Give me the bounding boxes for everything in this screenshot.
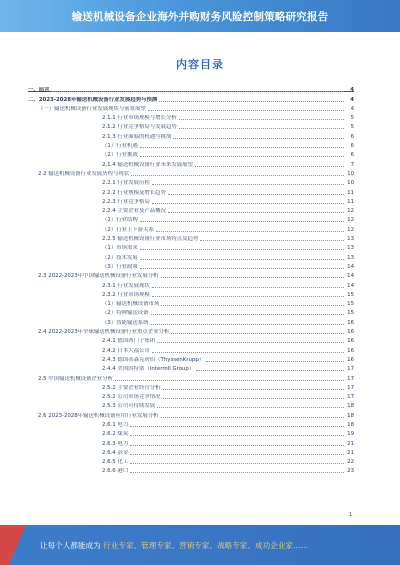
toc-dot-leader (151, 324, 344, 325)
toc-entry[interactable] (28, 409, 354, 418)
toc-entry-page: 17 (347, 384, 354, 391)
toc-entry-page: 10 (347, 180, 354, 187)
toc-entry-page: 17 (347, 366, 354, 373)
toc-dot-leader (140, 221, 344, 222)
footer-accent-stripe (0, 525, 26, 565)
toc-entry[interactable] (28, 261, 354, 270)
toc-entry-page: 10 (347, 170, 354, 177)
toc-entry-page: 18 (347, 403, 354, 410)
toc-dot-leader (152, 296, 344, 297)
toc-entry[interactable] (28, 279, 354, 288)
toc-entry-page: 16 (347, 338, 354, 345)
toc-entry-page: 12 (347, 217, 354, 224)
toc-dot-leader (130, 445, 344, 446)
toc-dot-leader (157, 342, 344, 343)
toc-entry[interactable] (28, 84, 354, 93)
toc-entry[interactable] (28, 326, 354, 335)
toc-dot-leader (161, 277, 344, 278)
toc-entry-label: 2.2.5 输送机械设备行业市场特点及趋势 (102, 236, 199, 243)
toc-dot-leader (152, 287, 344, 288)
toc-entry[interactable] (28, 419, 354, 428)
toc-entry-label: （2）特种输送设备 (102, 310, 149, 317)
toc-dot-leader (161, 417, 344, 418)
toc-entry[interactable] (28, 223, 354, 232)
toc-entry[interactable] (28, 121, 354, 130)
toc-dot-leader (161, 305, 344, 306)
toc-dot-leader (196, 370, 344, 371)
toc-dot-leader (157, 407, 344, 408)
toc-entry[interactable] (28, 316, 354, 325)
toc-entry-page: 11 (347, 198, 354, 205)
toc-entry-page: 12 (347, 226, 354, 233)
toc-dot-leader (152, 352, 344, 353)
toc-dot-leader (168, 194, 344, 195)
toc-dot-leader (148, 110, 344, 111)
toc-dot-leader (140, 268, 344, 269)
toc-dot-leader (130, 472, 344, 473)
toc-heading: 内容目录 (176, 58, 224, 71)
toc-entry[interactable] (28, 140, 354, 149)
toc-entry-label: 2.6.6 港口 (102, 468, 129, 475)
toc-entry-label: 2.6.1 电力 (102, 421, 129, 428)
toc-dot-leader (140, 147, 344, 148)
toc-entry-page: 15 (347, 291, 354, 298)
toc-entry-label: 2.1.2 行业竞争格局与发展趋势 (102, 124, 177, 131)
toc-entry-label: 2.1.1 行业市场规模与增长分析 (102, 115, 177, 122)
toc-dot-leader (140, 259, 344, 260)
toc-entry[interactable] (28, 437, 354, 446)
toc-entry-label: 2.4.4 美国因特诺（Interroll Group） (102, 366, 195, 373)
toc-entry[interactable] (28, 196, 354, 205)
toc-entry-label: 2.1.4 输送机械设备行业未来发展展望 (102, 161, 193, 168)
header-banner (0, 0, 400, 32)
toc-entry-label: 2.2 输送机械设备行业发展历程与现状 (38, 170, 130, 177)
toc-entry-label: 2.4.3 德国蒂森克虏伯（ThyssenKrupp） (102, 356, 205, 363)
toc-entry-page: 17 (347, 394, 354, 401)
toc-entry-label: 2.6.3 电力 (102, 440, 129, 447)
toc-entry-label: 2.5.1 主要企业经营分析 (102, 384, 161, 391)
toc-entry-label: 2.3.2 行业市场规模 (102, 291, 150, 298)
toc-entry-label: 2.2.1 行业发展历程 (102, 180, 150, 187)
toc-entry[interactable] (28, 177, 354, 186)
toc-entry-label: 2.1.3 行业面临的机遇与挑战 (102, 133, 172, 140)
toc-entry-page: 7 (350, 161, 354, 168)
toc-entry-label: （一）输送机械设备行业发展现状与前景展望 (38, 105, 146, 112)
toc-entry[interactable] (28, 465, 354, 474)
toc-entry-page: 6 (350, 143, 354, 150)
toc-entry-page: 11 (347, 189, 354, 196)
toc-entry-page: 15 (347, 310, 354, 317)
toc-entry-page: 6 (350, 152, 354, 159)
toc-entry-page: 6 (350, 133, 354, 140)
toc-entry-page: 19 (347, 431, 354, 438)
toc-entry[interactable] (28, 205, 354, 214)
toc-dot-leader (168, 212, 344, 213)
toc-entry-label: （3）行业政策 (102, 263, 138, 270)
toc-entry-page: 22 (347, 459, 354, 466)
toc-entry-page: 16 (347, 329, 354, 336)
toc-dot-leader (130, 426, 344, 427)
toc-entry-page: 16 (347, 319, 354, 326)
toc-entry[interactable] (28, 391, 354, 400)
toc-entry-label: 2.5 中国输送机械设备企业分析 (38, 375, 113, 382)
toc-entry-page: 14 (347, 263, 354, 270)
toc-entry-page: 23 (347, 468, 354, 475)
footer-banner (0, 525, 400, 565)
toc-entry-label: 2.2.3 行业竞争格局 (102, 198, 150, 205)
toc-dot-leader (159, 101, 344, 102)
toc-entry[interactable] (28, 251, 354, 260)
toc-entry-label: 2.5.3 公司可持续发展 (102, 403, 156, 410)
toc-entry-page: 14 (347, 273, 354, 280)
toc-entry-label: 2.3.1 行业发展现状 (102, 282, 150, 289)
toc-entry[interactable] (28, 233, 354, 242)
footer-slogan (40, 540, 308, 551)
toc-entry-label: （1）行业机遇 (102, 143, 138, 150)
toc-dot-leader (152, 184, 344, 185)
toc-entry-label: 2.4 2022-2023年全球输送机械设备行业重点企业分析 (38, 329, 170, 336)
toc-dot-leader (195, 166, 344, 167)
toc-dot-leader (206, 361, 344, 362)
toc-entry-label: （1）输送机械设备市场 (102, 301, 160, 308)
toc-entry[interactable] (28, 103, 354, 112)
toc-dot-leader (130, 463, 344, 464)
toc-entry[interactable] (28, 354, 354, 363)
toc-entry[interactable] (28, 344, 354, 353)
toc-dot-leader (52, 91, 344, 92)
toc-entry-label: 2.5.2 公司市场竞争情况 (102, 394, 161, 401)
toc-entry-label: 2.4.2 日本大福公司 (102, 347, 150, 354)
toc-entry[interactable] (28, 186, 354, 195)
toc-entry[interactable] (28, 149, 354, 158)
toc-entry-label: 2.4.1 德国西门子集团 (102, 338, 156, 345)
toc-entry[interactable] (28, 93, 354, 102)
toc-entry-label: （2）行业挑战 (102, 152, 138, 159)
toc-entry-page: 18 (347, 421, 354, 428)
toc-entry-page: 4 (350, 105, 354, 112)
toc-entry-label: 2.3 2022-2023年中国输送机械设备行业发展分析 (38, 273, 159, 280)
toc-entry-page: 4 (350, 96, 354, 103)
footer-slogan-lead: 让每个人都能成为 (40, 541, 101, 550)
toc-entry[interactable] (28, 214, 354, 223)
footer-slogan-tags: 行业专家、管理专家、营销专家、战略专家、成功企业家…… (103, 541, 309, 550)
toc-entry[interactable] (28, 447, 354, 456)
toc-entry-page: 21 (347, 440, 354, 447)
toc-dot-leader (173, 138, 344, 139)
toc-entry-page: 13 (347, 236, 354, 243)
toc-entry[interactable] (28, 400, 354, 409)
toc-entry[interactable] (28, 307, 354, 316)
toc-entry[interactable] (28, 112, 354, 121)
toc-entry-page: 5 (350, 115, 354, 122)
toc-entry-label: 2.6 2023-2028年输送机械设备应用行业发展分析 (38, 412, 159, 419)
toc-entry[interactable] (28, 428, 354, 437)
page-number: 1 (349, 512, 353, 518)
toc-entry[interactable] (28, 158, 354, 167)
toc-entry[interactable] (28, 168, 354, 177)
toc-entry-label: 2.6.4 冶金 (102, 449, 129, 456)
toc-entry[interactable] (28, 130, 354, 139)
table-of-contents (28, 84, 354, 474)
toc-entry-label: （3）智能输送系统 (102, 319, 149, 326)
toc-dot-leader (130, 454, 344, 455)
toc-dot-leader (163, 398, 344, 399)
toc-entry-label: （2）技术发展 (102, 254, 138, 261)
report-title: 输送机械设备企业海外并购财务风险控制策略研究报告 (71, 11, 329, 23)
toc-entry[interactable] (28, 456, 354, 465)
toc-entry-page: 21 (347, 449, 354, 456)
toc-entry-label: 2.2.4 主要企业及产品概况 (102, 208, 166, 215)
toc-dot-leader (200, 240, 344, 241)
toc-entry[interactable] (28, 372, 354, 381)
toc-entry-page: 13 (347, 254, 354, 261)
toc-entry-page: 17 (347, 375, 354, 382)
toc-entry-label: 2.6.5 化工 (102, 459, 129, 466)
toc-entry[interactable] (28, 289, 354, 298)
toc-entry-label: 二、2023-2028年输送机械设备行业发展趋势与预测 (28, 96, 158, 103)
toc-entry-label: 2.2.2 行业规模及增长趋势 (102, 189, 166, 196)
toc-entry[interactable] (28, 298, 354, 307)
toc-entry-page: 16 (347, 356, 354, 363)
toc-dot-leader (171, 333, 344, 334)
toc-dot-leader (140, 249, 344, 250)
toc-entry[interactable] (28, 242, 354, 251)
toc-entry-label: 2.6.2 煤炭 (102, 431, 129, 438)
toc-dot-leader (156, 231, 344, 232)
toc-entry-label: （2）行业上下游关系 (102, 226, 154, 233)
toc-dot-leader (179, 119, 344, 120)
toc-dot-leader (179, 128, 344, 129)
toc-entry-page: 12 (347, 208, 354, 215)
toc-dot-leader (115, 380, 344, 381)
toc-dot-leader (131, 175, 344, 176)
toc-entry[interactable] (28, 335, 354, 344)
toc-entry-page: 14 (347, 282, 354, 289)
toc-entry-page: 16 (347, 347, 354, 354)
toc-entry[interactable] (28, 363, 354, 372)
toc-dot-leader (130, 435, 344, 436)
toc-entry[interactable] (28, 270, 354, 279)
toc-dot-leader (140, 156, 344, 157)
toc-entry-page: 13 (347, 245, 354, 252)
toc-entry-page: 5 (350, 124, 354, 131)
toc-entry-page: 15 (347, 301, 354, 308)
toc-entry-label: 一、前言 (28, 87, 50, 94)
toc-entry-page: 4 (350, 87, 354, 94)
toc-entry-label: （1）行业结构 (102, 217, 138, 224)
toc-entry[interactable] (28, 382, 354, 391)
toc-dot-leader (163, 389, 344, 390)
toc-entry-label: （1）市场需求 (102, 245, 138, 252)
toc-dot-leader (152, 203, 344, 204)
toc-dot-leader (151, 314, 344, 315)
toc-entry-page: 18 (347, 412, 354, 419)
